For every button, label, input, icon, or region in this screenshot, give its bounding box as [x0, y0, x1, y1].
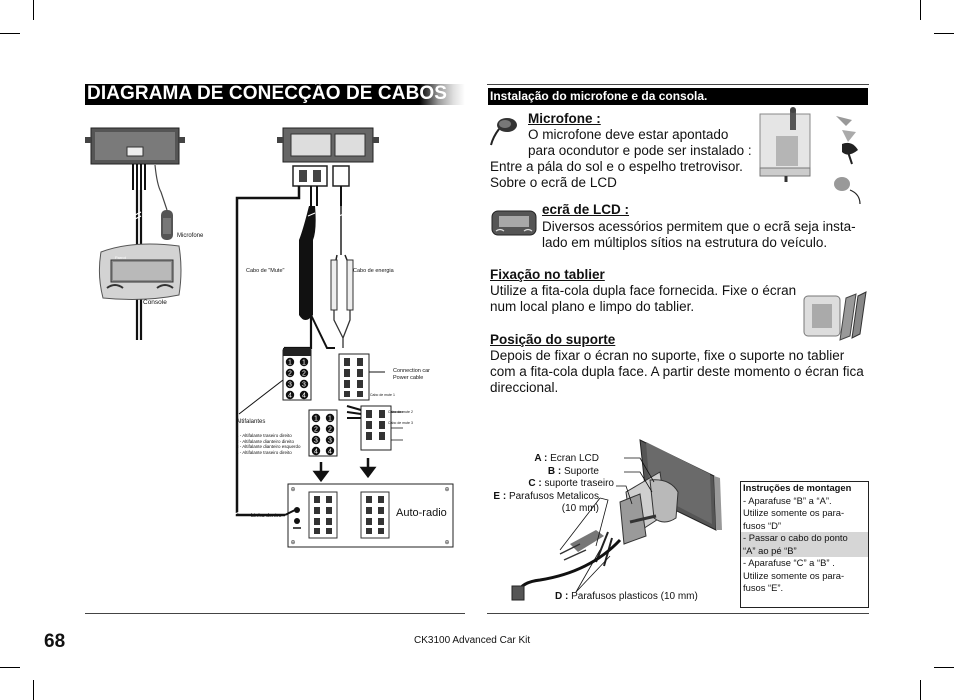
label-cabo-mute-1: Cabo de mute 1 [370, 393, 395, 397]
part-key: D : [555, 591, 569, 602]
svg-text:1: 1 [314, 415, 318, 423]
label-console: Console [143, 299, 167, 306]
microphone-icon [487, 113, 523, 149]
radio-power-plug [361, 406, 391, 450]
svg-text:1: 1 [288, 359, 292, 367]
microfone-text: O microfone deve estar apontado [528, 127, 729, 142]
section-title [488, 88, 868, 105]
posicao-text: direccional. [490, 380, 559, 395]
mic-mount-illustration [756, 106, 868, 208]
microfone-text: Entre a pála do sol e o espelho tretrovisor. [490, 159, 743, 174]
instruction-line: - Aparafuse “B” a “A”. [743, 494, 832, 506]
part-name: Parafusos Metalicos [508, 491, 599, 502]
svg-text:⊕: ⊕ [444, 487, 450, 493]
part-name: Suporte [563, 466, 599, 477]
crop-mark [934, 33, 954, 34]
part-name: suporte traseiro [544, 478, 614, 489]
instruction-line: - Aparafuse “C” a “B” . [743, 557, 835, 568]
svg-text:⊕: ⊕ [290, 487, 296, 493]
divider [487, 84, 869, 85]
microfone-text: Sobre o ecrã de LCD [490, 175, 617, 190]
part-name: Ecran LCD [550, 453, 599, 464]
svg-text:4: 4 [288, 392, 292, 400]
crop-mark [920, 0, 921, 20]
part-key: C : [528, 478, 542, 489]
label-auto-radio: Auto-radio [396, 507, 447, 519]
instruction-line: Utilize somente os para- [743, 507, 845, 518]
lcd-text: Diversos acessórios permitem que o ecrã seja insta- [542, 219, 856, 234]
label-cabo-mute: Cabo de "Mute" [246, 268, 285, 274]
label-cabo-mute-2: Cabo de mute 2 [388, 410, 413, 414]
lcd-heading: ecrã de LCD : [542, 202, 630, 217]
instruction-line: Utilize somente os para- [743, 569, 845, 581]
speaker-legend-item: 1 - Altifalante traseiro direito [236, 433, 292, 438]
svg-text:3: 3 [302, 381, 306, 389]
tape-illustration [800, 286, 870, 346]
crop-mark [33, 0, 34, 20]
label-linha-dentro: Linha dentro [251, 513, 282, 519]
svg-text:3: 3 [314, 437, 318, 445]
speaker-legend-item: 2 - Altifalante dianteiro direito [236, 438, 295, 444]
label-power-cable: Power cable [393, 375, 424, 381]
part-e-size: (10 mm) [561, 503, 599, 514]
label-connection-car: Connection car [393, 368, 430, 374]
instruction-line: - Passar o cabo do ponto [741, 532, 868, 545]
left-title-text: DIAGRAMA DE CONECÇÃO DE CABOS [87, 83, 448, 104]
fixacao-text: Utilize a fita-cola dupla face fornecida. Fixe o écran [490, 283, 797, 298]
part-name: Parafusos plasticos (10 mm) [571, 591, 698, 602]
part-key: E : [493, 491, 507, 502]
crop-mark [0, 33, 20, 34]
svg-text:3: 3 [288, 381, 292, 389]
power-connector [339, 354, 369, 400]
page-title [85, 84, 465, 105]
mounting-instructions-box [740, 481, 869, 608]
label-cabo-energia: Cabo de energia [353, 268, 394, 274]
fixacao-heading: Fixação no tablier [490, 267, 605, 282]
crop-mark [920, 680, 921, 700]
right-module [277, 128, 379, 162]
instruction-line: fusos “E”. [743, 582, 784, 593]
part-key: A : [534, 453, 548, 464]
part-c-label [490, 478, 614, 489]
crop-mark [934, 667, 954, 668]
svg-text:2: 2 [328, 426, 332, 434]
microfone-text: para ocondutor e pode ser instalado : [528, 143, 752, 158]
wiring-diagram [85, 110, 465, 555]
right-title-text: Instalação do microfone e da consola. [490, 89, 708, 103]
part-d-label [555, 591, 698, 602]
label-altifalantes: Altifalantes [236, 419, 266, 425]
svg-text:2: 2 [314, 426, 318, 434]
footer-rule [85, 613, 465, 614]
label-parrot: Parrot [115, 255, 126, 260]
posicao-text: Depois de fixar o écran no suporte, fixe o suporte no tablier [490, 348, 845, 363]
svg-text:⊕: ⊕ [290, 540, 296, 546]
svg-text:3: 3 [328, 437, 332, 445]
svg-text:4: 4 [328, 448, 332, 456]
page-number: 68 [44, 631, 66, 652]
posicao-text: com a fita-cola dupla face. A partir deste momento o écran fica [490, 364, 864, 379]
microphone-icon [161, 210, 173, 240]
lcd-console-icon [491, 210, 537, 236]
instruction-line: fusos “D” [743, 519, 782, 531]
lcd-text: lado em múltiplos sítios na estrutura do veículo. [542, 235, 828, 250]
svg-text:2: 2 [302, 370, 306, 378]
console-device [99, 244, 181, 299]
posicao-heading: Posição do suporte [490, 332, 616, 347]
speaker-connector [283, 348, 311, 400]
radio-speaker-plug [309, 410, 337, 456]
svg-text:1: 1 [328, 415, 332, 423]
part-e-label [478, 491, 599, 502]
left-module [85, 128, 185, 164]
footer-text: CK3100 Advanced Car Kit [414, 635, 531, 646]
microfone-heading: Microfone : [528, 111, 601, 126]
footer-rule [487, 613, 869, 614]
svg-text:2: 2 [288, 370, 292, 378]
label-microfone: Microfone [177, 233, 204, 239]
speaker-legend-item: 3 - Altifalante dianteiro esquerdo [236, 444, 301, 449]
svg-text:4: 4 [314, 448, 318, 456]
instructions-title: Instruções de montagen [743, 482, 852, 493]
part-a-label [530, 453, 599, 464]
part-b-label [530, 466, 599, 477]
speaker-legend-item: 4 - Altifalante traseiro direito [236, 449, 292, 455]
crop-mark [33, 680, 34, 700]
instruction-line: “A” ao pé “B” [741, 545, 868, 558]
speaker-legend [236, 433, 301, 455]
svg-text:1: 1 [302, 359, 306, 367]
fixacao-text: num local plano e limpo do tablier. [490, 299, 695, 314]
svg-text:⊕: ⊕ [444, 540, 450, 546]
label-cabo-mute-3: Cabo de mute 3 [388, 421, 413, 425]
svg-text:4: 4 [302, 392, 306, 400]
crop-mark [0, 667, 20, 668]
part-key: B : [547, 466, 562, 477]
